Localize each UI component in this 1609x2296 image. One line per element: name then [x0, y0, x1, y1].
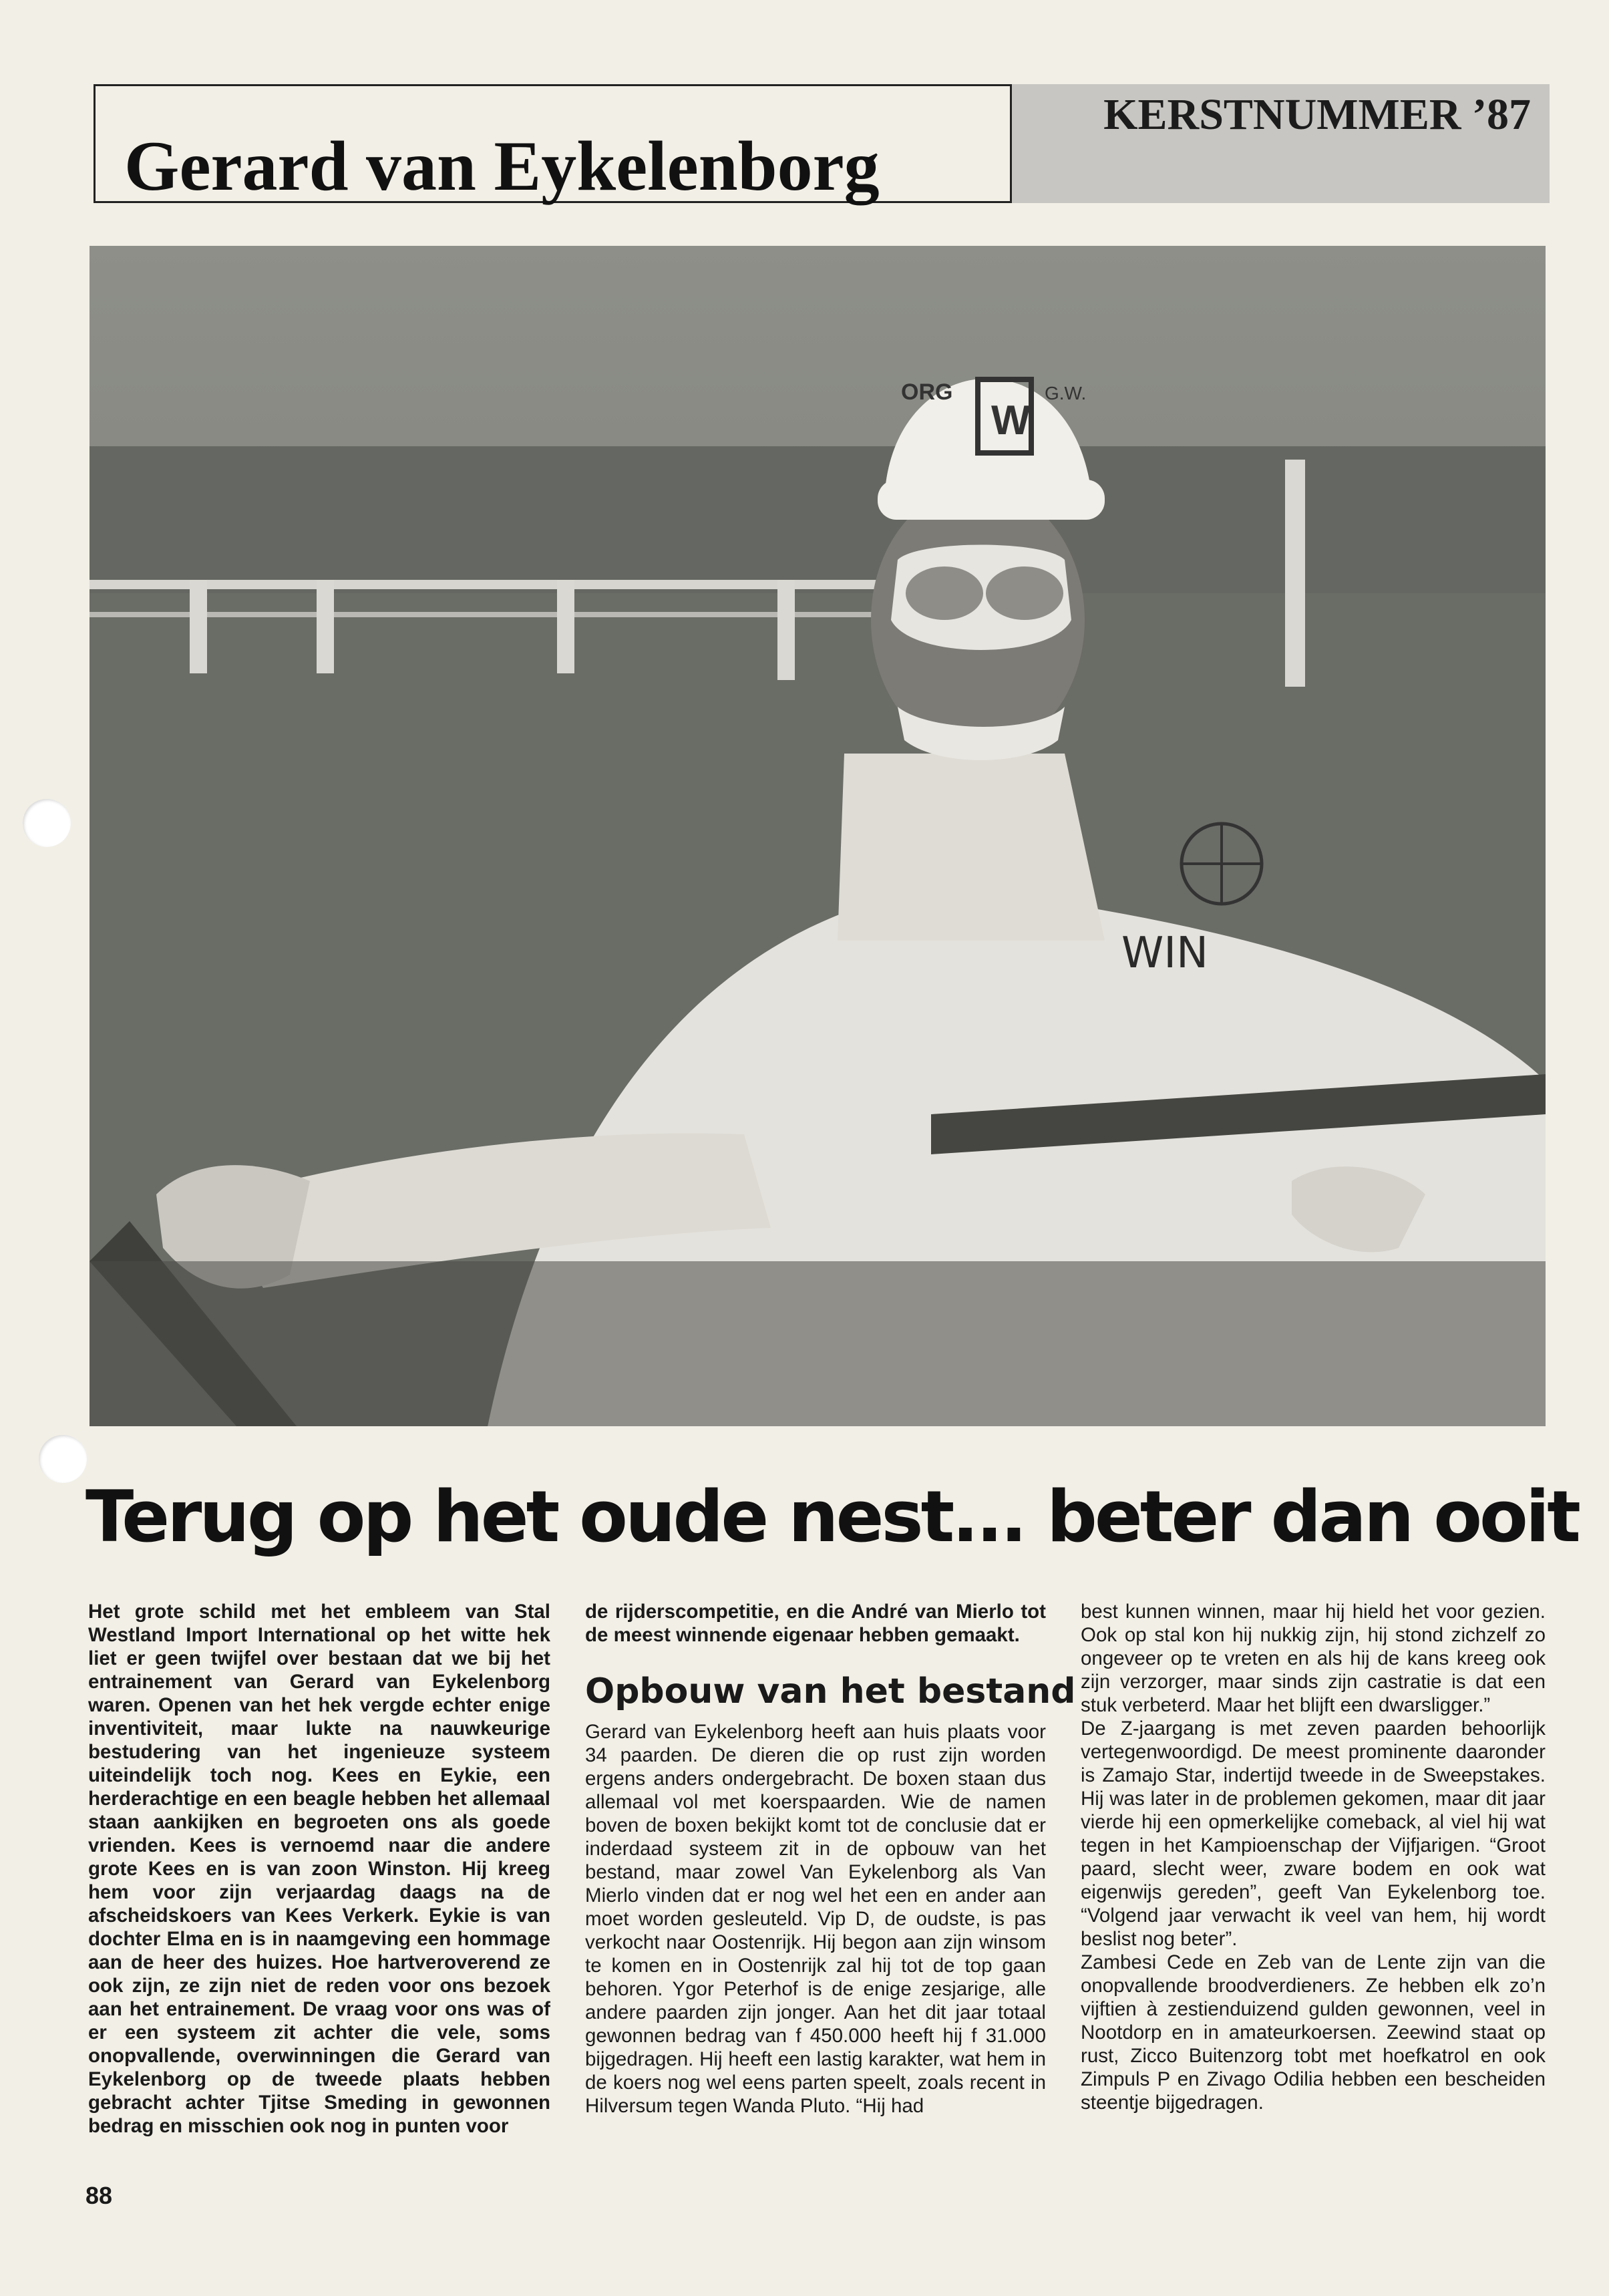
article-column-1	[88, 1600, 550, 2138]
punch-hole-bottom	[39, 1435, 87, 1483]
paragraph-bestand: Gerard van Eykelenborg heeft aan huis plaats voor 34 paarden. De dieren die op rust zijn worden ergens anders ondergebracht. De boxen staan dus allemaal vol met koerspaarden. Wie de namen boven de boxen bekijkt komt tot de conclusie dat er inderdaad systeem zit in de opbouw van het bestand, maar zowel Van Eykelenborg als Van Mierlo vinden dat er nog wel het een en ander aan moet worden gesleuteld. Vip D, de oudste, is pas verkocht naar Oostenrijk. Hij begon aan zijn winsom te komen en in Oostenrijk zal hij tot de top gaan behoren. Ygor Peterhof is de enige zesjarige, alle andere paarden zijn jonger. Aan het dit jaar totaal gewonnen bedrag van f 450.000 heeft hij f 31.000 bijgedragen. Hij heeft een lastig karakter, wat hem in de koers nog wel eens parten speelt, zoals recent in Hilversum tegen Wanda Pluto. “Hij had	[585, 1721, 1046, 2117]
article-column-2	[585, 1600, 1076, 2118]
paragraph-ygor: best kunnen winnen, maar hij hield het voor gezien. Ook op stal kon hij nukkig zijn, hij stond zichzelf zo ongeveer op te vreten en als hij de kans kreeg ook zijn verzorger, maar sinds zijn castratie is dat een stuk verbeterd. Maar het blijft een dwarsligger.”	[1081, 1601, 1546, 1716]
jockey-photo-illustration	[90, 246, 1546, 1426]
helmet-text-right: G.W.	[1045, 383, 1087, 403]
punch-hole-top	[23, 799, 71, 847]
issue-label: KERSTNUMMER ’87	[1010, 84, 1550, 203]
paragraph-z-jaargang: De Z-jaargang is met zeven paarden behoorlijk vertegenwoordigd. De meest prominente daaronder is Zamajo Star, indertijd tweede in de Sweepstakes. Hij was later in de problemen gekomen, maar dit jaar vierde hij een opmerkelijke comeback, al viel hij wat tegen in het Kampioenschap der Vijfjarigen. “Groot paard, slecht weer, zware bodem en ook wat eigenwijs gereden”, geeft Van Eykelenborg toe. “Volgend jaar verwacht ik veel van hem, hij wordt beslist nog beter”.	[1081, 1717, 1546, 1950]
paragraph-continuation: de rijderscompetitie, en die André van Mierlo tot de meest winnende eigenaar hebben gemaakt.	[585, 1601, 1046, 1646]
page-title: Gerard van Eykelenborg	[124, 127, 880, 205]
page-number: 88	[85, 2182, 113, 2209]
article-headline: Terug op het oude nest... beter dan ooit	[85, 1476, 1578, 1558]
helmet-logo: W	[991, 397, 1031, 444]
helmet-text-left: ORG	[901, 379, 953, 405]
paragraph-zambesi: Zambesi Cede en Zeb van de Lente zijn van die onopvallende broodverdieners. Ze hebben elk zo’n vijftien à zestienduizend gulden gewonnen, veel in Nootdorp en in amateurkoersen. Zeewind staat op rust, Zicco Buitenzorg tobt met hoefkatrol en ook Zimpuls P en Zivago Odilia hebben een bescheiden steentje bijgedragen.	[1081, 1951, 1546, 2114]
jockey-photo	[90, 246, 1546, 1426]
header-rule	[94, 84, 96, 202]
article-column-3	[1081, 1600, 1546, 2114]
overlay-handwriting: WIN	[1121, 929, 1209, 978]
paragraph-intro: Het grote schild met het embleem van Stal Westland Import International op het witte hek liet er geen twijfel over bestaan dat we bij het entrainement van Gerard van Eykelenborg waren. Openen van het hek vergde echter enige inventiviteit, maar lukte na nauwkeurige bestudering van het ingenieuze systeem uiteindelijk toch nog. Kees en Eykie, een herderachtige en een beagle hebben het allemaal staan aankijken en begroeten ons als goede vrienden. Kees is vernoemd naar die andere grote Kees en is van zoon Winston. Hij kreeg hem voor zijn verjaardag daags na de afscheidskoers van Kees Verkerk. Eykie is van dochter Elma en is in naamgeving een hommage aan de heer des huizes. Hoe hartveroverend ze ook zijn, ze zijn niet de reden voor ons bezoek aan het entrainement. De vraag voor ons was of er een systeem zit achter die vele, soms onopvallende, overwinningen die Gerard van Eykelenborg op de tweede plaats hebben gebracht achter Tjitse Smeding in gewonnen bedrag en misschien ook nog in punten voor	[88, 1601, 550, 2137]
section-subheading: Opbouw van het bestand	[585, 1671, 1076, 1711]
